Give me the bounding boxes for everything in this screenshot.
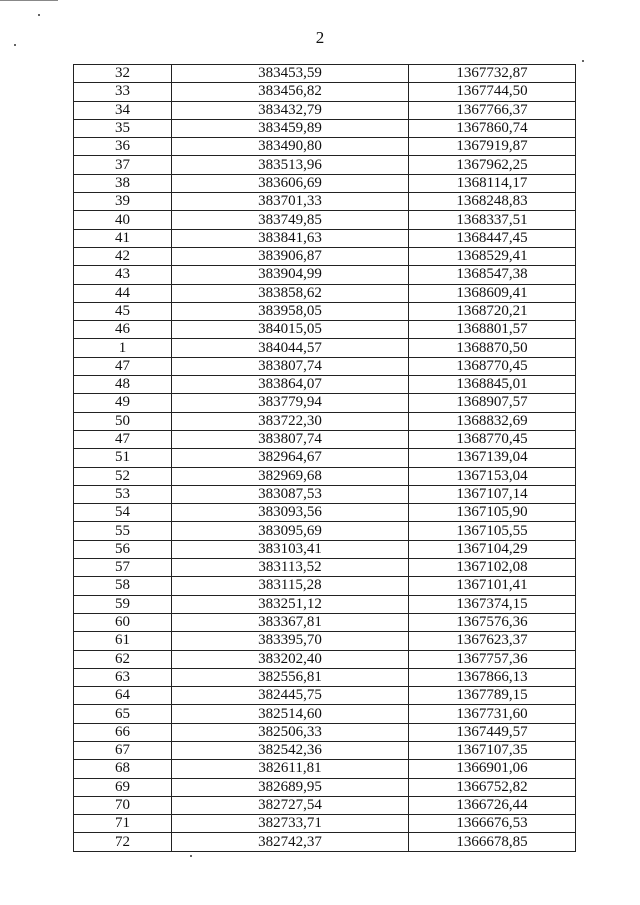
x-coordinate-cell: 383904,99 [172, 266, 409, 284]
point-number-cell: 42 [74, 247, 172, 265]
point-number-cell: 66 [74, 723, 172, 741]
x-coordinate-cell: 383456,82 [172, 83, 409, 101]
table-row [74, 119, 576, 137]
table-row [74, 229, 576, 247]
y-coordinate-cell: 1367139,04 [409, 449, 576, 467]
y-coordinate-cell: 1367102,08 [409, 559, 576, 577]
y-coordinate-cell: 1366676,53 [409, 815, 576, 833]
table-row [74, 357, 576, 375]
table-row [74, 760, 576, 778]
x-coordinate-cell: 383087,53 [172, 485, 409, 503]
x-coordinate-cell: 383807,74 [172, 357, 409, 375]
table-row [74, 266, 576, 284]
y-coordinate-cell: 1368870,50 [409, 339, 576, 357]
table-row [74, 833, 576, 851]
y-coordinate-cell: 1368770,45 [409, 430, 576, 448]
y-coordinate-cell: 1367105,55 [409, 522, 576, 540]
y-coordinate-cell: 1367962,25 [409, 156, 576, 174]
x-coordinate-cell: 383459,89 [172, 119, 409, 137]
point-number-cell: 47 [74, 357, 172, 375]
point-number-cell: 32 [74, 65, 172, 83]
table-row [74, 339, 576, 357]
point-number-cell: 48 [74, 376, 172, 394]
y-coordinate-cell: 1367766,37 [409, 101, 576, 119]
point-number-cell: 54 [74, 504, 172, 522]
table-row [74, 540, 576, 558]
x-coordinate-cell: 383701,33 [172, 193, 409, 211]
y-coordinate-cell: 1368337,51 [409, 211, 576, 229]
y-coordinate-cell: 1367104,29 [409, 540, 576, 558]
table-row [74, 796, 576, 814]
table-row [74, 595, 576, 613]
x-coordinate-cell: 382445,75 [172, 687, 409, 705]
scan-speck [38, 14, 40, 16]
table-row [74, 687, 576, 705]
x-coordinate-cell: 383958,05 [172, 302, 409, 320]
x-coordinate-cell: 382733,71 [172, 815, 409, 833]
table-row [74, 247, 576, 265]
x-coordinate-cell: 383432,79 [172, 101, 409, 119]
y-coordinate-cell: 1368845,01 [409, 376, 576, 394]
point-number-cell: 63 [74, 668, 172, 686]
x-coordinate-cell: 382556,81 [172, 668, 409, 686]
table-row [74, 394, 576, 412]
y-coordinate-cell: 1367757,36 [409, 650, 576, 668]
table-row [74, 156, 576, 174]
x-coordinate-cell: 383251,12 [172, 595, 409, 613]
x-coordinate-cell: 384044,57 [172, 339, 409, 357]
y-coordinate-cell: 1367107,35 [409, 741, 576, 759]
point-number-cell: 60 [74, 613, 172, 631]
point-number-cell: 53 [74, 485, 172, 503]
y-coordinate-cell: 1367576,36 [409, 613, 576, 631]
x-coordinate-cell: 382969,68 [172, 467, 409, 485]
point-number-cell: 57 [74, 559, 172, 577]
coordinates-table [73, 64, 576, 852]
x-coordinate-cell: 382542,36 [172, 741, 409, 759]
table-row [74, 650, 576, 668]
point-number-cell: 40 [74, 211, 172, 229]
point-number-cell: 69 [74, 778, 172, 796]
table-row [74, 778, 576, 796]
point-number-cell: 58 [74, 577, 172, 595]
table-row [74, 668, 576, 686]
y-coordinate-cell: 1367744,50 [409, 83, 576, 101]
y-coordinate-cell: 1367101,41 [409, 577, 576, 595]
point-number-cell: 43 [74, 266, 172, 284]
x-coordinate-cell: 383453,59 [172, 65, 409, 83]
point-number-cell: 38 [74, 174, 172, 192]
x-coordinate-cell: 383807,74 [172, 430, 409, 448]
y-coordinate-cell: 1366726,44 [409, 796, 576, 814]
x-coordinate-cell: 382727,54 [172, 796, 409, 814]
x-coordinate-cell: 383113,52 [172, 559, 409, 577]
y-coordinate-cell: 1367105,90 [409, 504, 576, 522]
table-row [74, 430, 576, 448]
table-row [74, 284, 576, 302]
point-number-cell: 55 [74, 522, 172, 540]
point-number-cell: 51 [74, 449, 172, 467]
x-coordinate-cell: 383858,62 [172, 284, 409, 302]
y-coordinate-cell: 1368447,45 [409, 229, 576, 247]
point-number-cell: 36 [74, 138, 172, 156]
scan-speck [582, 60, 584, 62]
point-number-cell: 1 [74, 339, 172, 357]
table-row [74, 138, 576, 156]
y-coordinate-cell: 1368801,57 [409, 321, 576, 339]
y-coordinate-cell: 1367789,15 [409, 687, 576, 705]
table-row [74, 193, 576, 211]
y-coordinate-cell: 1368770,45 [409, 357, 576, 375]
x-coordinate-cell: 382742,37 [172, 833, 409, 851]
y-coordinate-cell: 1368609,41 [409, 284, 576, 302]
table-row [74, 723, 576, 741]
x-coordinate-cell: 383395,70 [172, 632, 409, 650]
y-coordinate-cell: 1367107,14 [409, 485, 576, 503]
y-coordinate-cell: 1367449,57 [409, 723, 576, 741]
point-number-cell: 72 [74, 833, 172, 851]
point-number-cell: 52 [74, 467, 172, 485]
y-coordinate-cell: 1368720,21 [409, 302, 576, 320]
y-coordinate-cell: 1367732,87 [409, 65, 576, 83]
table-row [74, 321, 576, 339]
point-number-cell: 34 [74, 101, 172, 119]
point-number-cell: 68 [74, 760, 172, 778]
table-row [74, 577, 576, 595]
table-row [74, 522, 576, 540]
y-coordinate-cell: 1367153,04 [409, 467, 576, 485]
point-number-cell: 70 [74, 796, 172, 814]
point-number-cell: 33 [74, 83, 172, 101]
point-number-cell: 47 [74, 430, 172, 448]
point-number-cell: 61 [74, 632, 172, 650]
y-coordinate-cell: 1368547,38 [409, 266, 576, 284]
point-number-cell: 46 [74, 321, 172, 339]
point-number-cell: 44 [74, 284, 172, 302]
y-coordinate-cell: 1367374,15 [409, 595, 576, 613]
table-row [74, 467, 576, 485]
x-coordinate-cell: 383202,40 [172, 650, 409, 668]
table-row [74, 741, 576, 759]
table-row [74, 815, 576, 833]
table-row [74, 613, 576, 631]
point-number-cell: 41 [74, 229, 172, 247]
point-number-cell: 67 [74, 741, 172, 759]
scan-edge-line [0, 0, 58, 1]
point-number-cell: 50 [74, 412, 172, 430]
point-number-cell: 56 [74, 540, 172, 558]
y-coordinate-cell: 1367731,60 [409, 705, 576, 723]
x-coordinate-cell: 383906,87 [172, 247, 409, 265]
x-coordinate-cell: 383367,81 [172, 613, 409, 631]
y-coordinate-cell: 1368114,17 [409, 174, 576, 192]
x-coordinate-cell: 383115,28 [172, 577, 409, 595]
x-coordinate-cell: 383095,69 [172, 522, 409, 540]
table-row [74, 211, 576, 229]
x-coordinate-cell: 383490,80 [172, 138, 409, 156]
x-coordinate-cell: 382964,67 [172, 449, 409, 467]
y-coordinate-cell: 1368248,83 [409, 193, 576, 211]
scan-speck [190, 855, 192, 857]
y-coordinate-cell: 1366678,85 [409, 833, 576, 851]
table-row [74, 83, 576, 101]
point-number-cell: 59 [74, 595, 172, 613]
table-row [74, 101, 576, 119]
page-number: 2 [315, 28, 325, 47]
table-row [74, 504, 576, 522]
x-coordinate-cell: 383513,96 [172, 156, 409, 174]
table-row [74, 632, 576, 650]
x-coordinate-cell: 383841,63 [172, 229, 409, 247]
x-coordinate-cell: 383606,69 [172, 174, 409, 192]
y-coordinate-cell: 1368907,57 [409, 394, 576, 412]
table-row [74, 174, 576, 192]
y-coordinate-cell: 1367623,37 [409, 632, 576, 650]
table-row [74, 65, 576, 83]
x-coordinate-cell: 382506,33 [172, 723, 409, 741]
point-number-cell: 65 [74, 705, 172, 723]
x-coordinate-cell: 383722,30 [172, 412, 409, 430]
x-coordinate-cell: 383864,07 [172, 376, 409, 394]
table-row [74, 485, 576, 503]
table-row [74, 705, 576, 723]
y-coordinate-cell: 1366752,82 [409, 778, 576, 796]
point-number-cell: 71 [74, 815, 172, 833]
y-coordinate-cell: 1367919,87 [409, 138, 576, 156]
table-row [74, 376, 576, 394]
x-coordinate-cell: 382514,60 [172, 705, 409, 723]
table-row [74, 302, 576, 320]
x-coordinate-cell: 383779,94 [172, 394, 409, 412]
table-row [74, 559, 576, 577]
x-coordinate-cell: 382611,81 [172, 760, 409, 778]
coordinates-table-body [74, 65, 576, 852]
point-number-cell: 64 [74, 687, 172, 705]
y-coordinate-cell: 1367860,74 [409, 119, 576, 137]
table-row [74, 412, 576, 430]
x-coordinate-cell: 383749,85 [172, 211, 409, 229]
x-coordinate-cell: 384015,05 [172, 321, 409, 339]
point-number-cell: 35 [74, 119, 172, 137]
x-coordinate-cell: 383103,41 [172, 540, 409, 558]
table-row [74, 449, 576, 467]
y-coordinate-cell: 1368832,69 [409, 412, 576, 430]
point-number-cell: 49 [74, 394, 172, 412]
y-coordinate-cell: 1366901,06 [409, 760, 576, 778]
x-coordinate-cell: 383093,56 [172, 504, 409, 522]
y-coordinate-cell: 1367866,13 [409, 668, 576, 686]
point-number-cell: 62 [74, 650, 172, 668]
point-number-cell: 39 [74, 193, 172, 211]
point-number-cell: 45 [74, 302, 172, 320]
x-coordinate-cell: 382689,95 [172, 778, 409, 796]
y-coordinate-cell: 1368529,41 [409, 247, 576, 265]
point-number-cell: 37 [74, 156, 172, 174]
